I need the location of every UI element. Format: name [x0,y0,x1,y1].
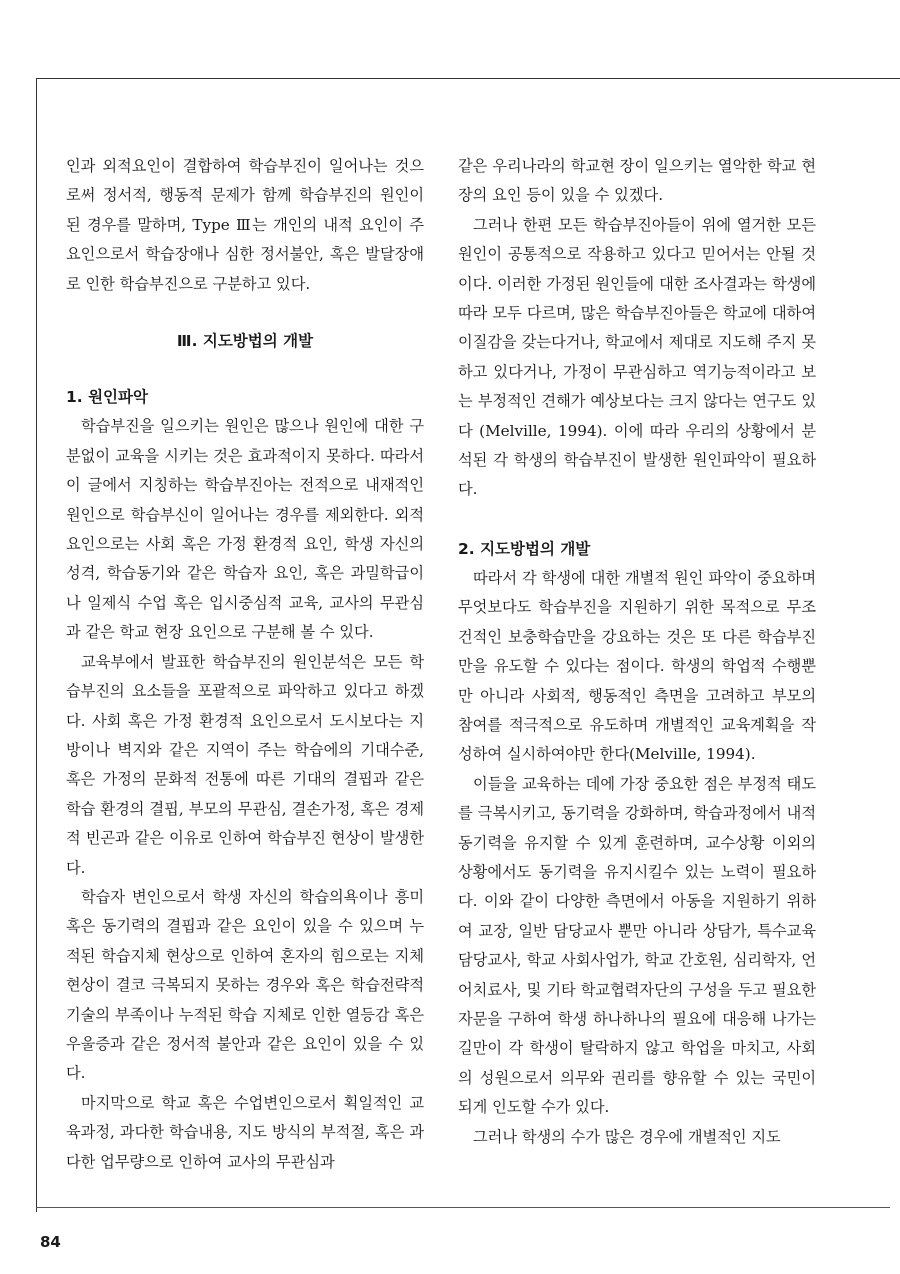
paragraph: 이들을 교육하는 데에 가장 중요한 점은 부정적 태도를 극복시키고, 동기력을 강화하며, 학습과정에서 내적 동기력을 유지할 수 있게 훈련하며, 교수상황 이외의 상황에서도 동기력을 유지시킬수 있는 노력이 필요하다. 이와 같이 다양한 측면에서 아동을 지원하기 위하여 교장, 일반 담당교사 뿐만 아니라 상담가, 특수교육 담당교사, 학교 사회사업가, 학교 간호원, 심리학자, 언어치료사, 및 기타 학교협력자단의 구성을 두고 필요한 자문을 구하여 학생 하나하나의 필요에 대응해 나가는 길만이 각 학생이 탈락하지 않고 학업을 마치고, 사회의 성원으로서 의무와 권리를 향유할 수 있는 국민이 되게 인도할 수가 있다. [458,774,816,1117]
page-number: 84 [40,1233,61,1251]
paragraph-continued: 인과 외적요인이 결합하여 학습부진이 일어나는 것으로써 정서적, 행동적 문제가 함께 학습부진의 원인이 된 경우를 말하며, Type Ⅲ는 개인의 내적 요인이 주 요인으로서 학습장애나 심한 정서불안, 혹은 발달장애로 인한 학습부진으로 구분하고 있다. [66,157,424,293]
top-rule [36,78,900,79]
paragraph: 교육부에서 발표한 학습부진의 원인분석은 모든 학습부진의 요소들을 포괄적으로 파악하고 있다고 하겠다. 사회 혹은 가정 환경적 요인으로서 도시보다는 지방이나 벽지와 같은 지역이 주는 학습에의 기대수준, 혹은 가정의 문화적 전통에 따른 기대의 결핍과 같은 학습 환경의 결핍, 부모의 무관심, 결손가정, 혹은 경제적 빈곤과 같은 이유로 인하여 학습부진 현상이 발생한다. [66,652,424,877]
paragraph: 학습부진을 일으키는 원인은 많으나 원인에 대한 구분없이 교육을 시키는 것은 효과적이지 못하다. 따라서 이 글에서 지칭하는 학습부진아는 전적으로 내재적인 원인으로 학습부신이 일어나는 경우를 제외한다. 외적 요인으로는 사회 혹은 가정 환경적 요인, 학생 자신의 성격, 학습동기와 같은 학습자 요인, 혹은 과밀학급이나 일제식 수업 혹은 입시중심적 교육, 교사의 무관심과 같은 학교 현장 요인으로 구분해 볼 수 있다. [66,417,424,642]
spacer [458,505,816,534]
paragraph: 그러나 한편 모든 학습부진아들이 위에 열거한 모든 원인이 공통적으로 작용하고 있다고 믿어서는 안될 것이다. 이러한 가정된 원인들에 대한 조사결과는 학생에 따라 모두 다르며, 많은 학습부진아들은 학교에 대하여 이질감을 갖는다거나, 학교에서 제대로 지도해 주지 못하고 있다거나, 가정이 무관심하고 역기능적이라고 보는 부정적인 견해가 예상보다는 크지 않다는 연구도 있다 (Melville, 1994). 이에 따라 우리의 상황에서 분석된 각 학생의 학습부진이 발생한 원인파악이 필요하다. [458,215,816,499]
right-column [458,152,816,1152]
left-rule [36,78,37,1212]
paragraph: 그러나 학생의 수가 많은 경우에 개별적인 지도 [473,1127,781,1146]
paragraph: 학습자 변인으로서 학생 자신의 학습의욕이나 흥미 혹은 동기력의 결핍과 같은 요인이 있을 수 있으며 누적된 학습지체 현상으로 인하여 혼자의 힘으로는 지체 현상이 결코 극복되지 못하는 경우와 혹은 학습전략적 기술의 부족이나 누적된 학습 지체로 인한 열등감 혹은 우울증과 같은 정서적 불안과 같은 요인이 있을 수 있다. [66,887,424,1083]
section-heading: Ⅲ. 지도방법의 개발 [176,332,314,351]
paragraph: 마지막으로 학교 혹은 수업변인으로서 획일적인 교육과정, 과다한 학습내용, 지도 방식의 부적절, 혹은 과다한 업무량으로 인하여 교사의 무관심과 [66,1093,424,1171]
subheading-cause-analysis: 1. 원인파악 [66,388,148,407]
paragraph-continued: 같은 우리나라의 학교현 장이 일으키는 열악한 학교 현장의 요인 등이 있을 수 있겠다. [458,157,816,205]
paragraph: 따라서 각 학생에 대한 개별적 원인 파악이 중요하며 무엇보다도 학습부진을 지원하기 위한 목적으로 무조건적인 보충학습만을 강요하는 것은 또 다른 학습부진만을 유도할 수 있다는 점이다. 학생의 학업적 수행뿐만 아니라 사회적, 행동적인 측면을 고려하고 부모의 참여를 적극적으로 유도하며 개별적인 교육계획을 작성하여 실시하여야만 한다(Melville, 1994). [458,568,816,764]
left-column [66,152,424,1177]
subheading-method-development: 2. 지도방법의 개발 [458,539,591,558]
bottom-rule [36,1207,890,1208]
